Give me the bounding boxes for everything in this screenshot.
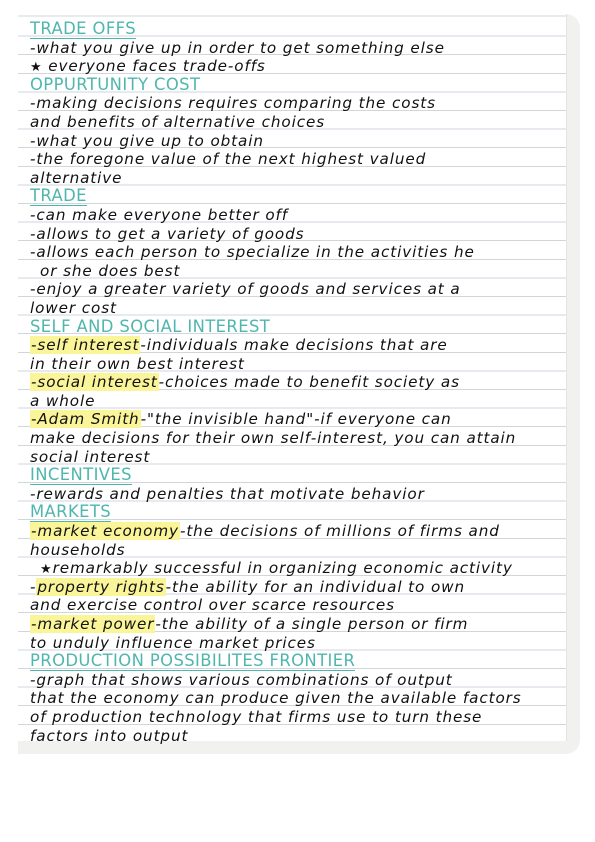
note-line: of production technology that firms use to turn these <box>30 707 483 726</box>
note-line: or she does best <box>40 261 181 280</box>
note-line: -allows each person to specialize in the activities he <box>30 243 475 262</box>
note-line: -graph that shows various combinations of output <box>30 670 453 689</box>
heading-incentives: INCENTIVES <box>30 466 132 485</box>
note-line: ★remarkably successful in organizing economic activity <box>40 559 513 578</box>
note-line: -market power-the ability of a single person or firm <box>31 615 469 633</box>
note-line: factors into output <box>30 726 189 745</box>
note-line: alternative <box>30 168 123 187</box>
note-line: -market economy-the decisions of millions of firms and <box>31 522 500 541</box>
heading-production-possibilities-frontier: PRODUCTION POSSIBILITES FRONTIER <box>30 652 356 671</box>
highlighted-term: -market power <box>31 615 155 633</box>
note-line: -allows to get a variety of goods <box>30 224 305 243</box>
note-line: -what you give up to obtain <box>30 131 264 150</box>
note-line: make decisions for their own self-interest, you can attain <box>30 429 517 448</box>
star-icon: ★ <box>40 562 53 578</box>
note-line: that the economy can produce given the available factors <box>30 689 522 708</box>
highlighted-term: -social interest <box>31 373 158 392</box>
highlighted-term: property rights <box>37 577 165 596</box>
note-line: -what you give up in order to get something else <box>30 38 445 57</box>
note-line: -property rights-the ability for an individual to own <box>30 577 465 596</box>
heading-opportunity-cost: OPPURTUNITY COST <box>30 75 201 94</box>
note-line: to unduly influence market prices <box>30 633 316 652</box>
highlighted-term: -Adam Smith <box>31 410 140 429</box>
highlighted-term: -self interest <box>31 336 140 355</box>
note-line: a whole <box>30 391 96 410</box>
note-line: and benefits of alternative choices <box>30 112 326 131</box>
note-line: -the foregone value of the next highest valued <box>30 150 427 169</box>
heading-trade: TRADE <box>30 187 87 206</box>
note-line: in their own best interest <box>30 354 245 373</box>
note-line: households <box>30 540 126 559</box>
note-line: -Adam Smith-"the invisible hand"-if everyone can <box>31 410 452 429</box>
note-line: ★ everyone faces trade-offs <box>30 57 266 76</box>
note-line: social interest <box>30 447 151 466</box>
note-line: -social interest-choices made to benefit society as <box>31 373 460 392</box>
note-line: -can make everyone better off <box>30 205 289 224</box>
highlighted-term: -market economy <box>31 522 179 541</box>
heading-trade-offs: TRADE OFFS <box>30 20 137 38</box>
heading-self-social-interest: SELF AND SOCIAL INTEREST <box>30 317 271 336</box>
note-line: -self interest-individuals make decisions that are <box>31 336 448 355</box>
star-icon: ★ <box>30 60 43 76</box>
note-line: -enjoy a greater variety of goods and services at a <box>30 280 461 299</box>
note-line: lower cost <box>30 298 117 317</box>
note-line: -making decisions requires comparing the costs <box>30 94 436 113</box>
note-line: -rewards and penalties that motivate behavior <box>30 484 425 503</box>
heading-markets: MARKETS <box>30 503 112 522</box>
notes-content <box>30 20 566 745</box>
note-line: and exercise control over scarce resources <box>30 596 395 615</box>
